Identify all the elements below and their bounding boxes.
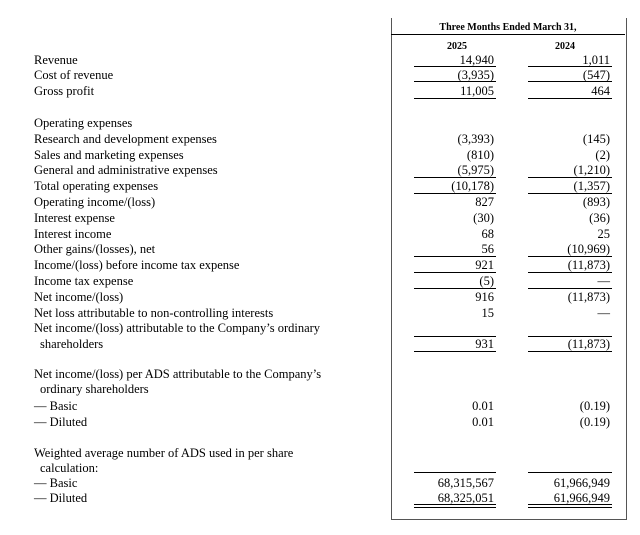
row-label: Revenue xyxy=(34,53,78,67)
row-label: Income tax expense xyxy=(34,274,134,288)
column-header-2025: 2025 xyxy=(447,41,467,52)
value-2024: (0.19) xyxy=(579,399,610,413)
underline xyxy=(528,336,612,337)
value-2025: 931 xyxy=(475,337,494,351)
row-label: Cost of revenue xyxy=(34,68,114,82)
row-label: — Basic xyxy=(34,476,78,490)
row-label: shareholders xyxy=(40,337,104,351)
row-label: Research and development expenses xyxy=(34,132,217,146)
value-2025: 916 xyxy=(475,290,494,304)
value-2024: (547) xyxy=(582,68,610,82)
row-label: ordinary shareholders xyxy=(40,382,149,396)
underline xyxy=(528,288,612,289)
row-label: Interest expense xyxy=(34,211,115,225)
value-2024: 1,011 xyxy=(582,53,610,67)
underline xyxy=(528,507,612,508)
row-label: General and administrative expenses xyxy=(34,163,218,177)
underline xyxy=(528,193,612,194)
value-2024: (11,873) xyxy=(567,290,610,304)
row-label: Income/(loss) before income tax expense xyxy=(34,258,240,272)
value-2024: (0.19) xyxy=(579,415,610,429)
underline xyxy=(414,256,496,257)
value-2025: (30) xyxy=(473,211,494,225)
row-label: Net income/(loss) attributable to the Company’s ordinary xyxy=(34,321,321,335)
row-label: Sales and marketing expenses xyxy=(34,148,184,162)
value-2025: (10,178) xyxy=(451,179,494,193)
row-label: calculation: xyxy=(40,461,99,475)
row-label: Interest income xyxy=(34,227,112,241)
underline xyxy=(528,351,612,352)
value-2025: 0.01 xyxy=(472,399,494,413)
value-2025: 68 xyxy=(481,227,494,241)
value-2024: 25 xyxy=(597,227,610,241)
row-label: Operating income/(loss) xyxy=(34,195,156,209)
value-2024: 61,966,949 xyxy=(553,476,610,490)
value-2025: 11,005 xyxy=(460,84,494,98)
value-2024: (145) xyxy=(582,132,610,146)
underline xyxy=(414,177,496,178)
underline xyxy=(528,66,612,67)
value-2025: (3,935) xyxy=(457,68,494,82)
underline xyxy=(528,504,612,505)
value-2024: (10,969) xyxy=(567,242,610,256)
underline xyxy=(414,288,496,289)
row-label: — Diluted xyxy=(34,491,88,505)
row-label: Total operating expenses xyxy=(34,179,159,193)
header-rule xyxy=(391,34,625,35)
value-2025: 14,940 xyxy=(459,53,494,67)
value-2025: (5,975) xyxy=(457,163,494,177)
row-label: Operating expenses xyxy=(34,116,133,130)
value-2024: (11,873) xyxy=(567,337,610,351)
underline xyxy=(414,507,496,508)
column-header-2024: 2024 xyxy=(555,41,575,52)
value-2024: — xyxy=(597,306,610,320)
row-label: Other gains/(losses), net xyxy=(34,242,156,256)
underline xyxy=(414,272,496,273)
value-2024: 61,966,949 xyxy=(553,491,610,505)
row-label: Weighted average number of ADS used in per share xyxy=(34,446,294,460)
value-2024: — xyxy=(597,274,610,288)
underline xyxy=(528,177,612,178)
value-2025: (810) xyxy=(466,148,494,162)
underline xyxy=(414,351,496,352)
value-2024: 464 xyxy=(591,84,610,98)
underline xyxy=(528,81,612,82)
value-2025: (5) xyxy=(479,274,494,288)
row-label: Gross profit xyxy=(34,84,95,98)
underline xyxy=(528,472,612,473)
value-2024: (1,357) xyxy=(573,179,610,193)
period-header: Three Months Ended March 31, xyxy=(439,22,577,33)
value-2025: 68,325,051 xyxy=(437,491,494,505)
value-2025: 68,315,567 xyxy=(437,476,494,490)
value-2024: (893) xyxy=(582,195,610,209)
value-2025: 921 xyxy=(475,258,494,272)
value-2025: (3,393) xyxy=(457,132,494,146)
underline xyxy=(414,81,496,82)
row-label: Net loss attributable to non-controlling interests xyxy=(34,306,274,320)
underline xyxy=(414,98,496,99)
underline xyxy=(528,98,612,99)
underline xyxy=(414,472,496,473)
underline xyxy=(414,504,496,505)
underline xyxy=(414,66,496,67)
value-2025: 0.01 xyxy=(472,415,494,429)
underline xyxy=(414,193,496,194)
row-label: — Diluted xyxy=(34,415,88,429)
underline xyxy=(528,256,612,257)
underline xyxy=(528,272,612,273)
underline xyxy=(414,336,496,337)
value-2024: (1,210) xyxy=(573,163,610,177)
value-2024: (11,873) xyxy=(567,258,610,272)
value-2024: (36) xyxy=(589,211,610,225)
value-2025: 15 xyxy=(481,306,494,320)
value-2025: 827 xyxy=(475,195,494,209)
value-2025: 56 xyxy=(481,242,494,256)
value-2024: (2) xyxy=(595,148,610,162)
row-label: Net income/(loss) per ADS attributable to the Company’s xyxy=(34,367,322,381)
row-label: — Basic xyxy=(34,399,78,413)
row-label: Net income/(loss) xyxy=(34,290,124,304)
